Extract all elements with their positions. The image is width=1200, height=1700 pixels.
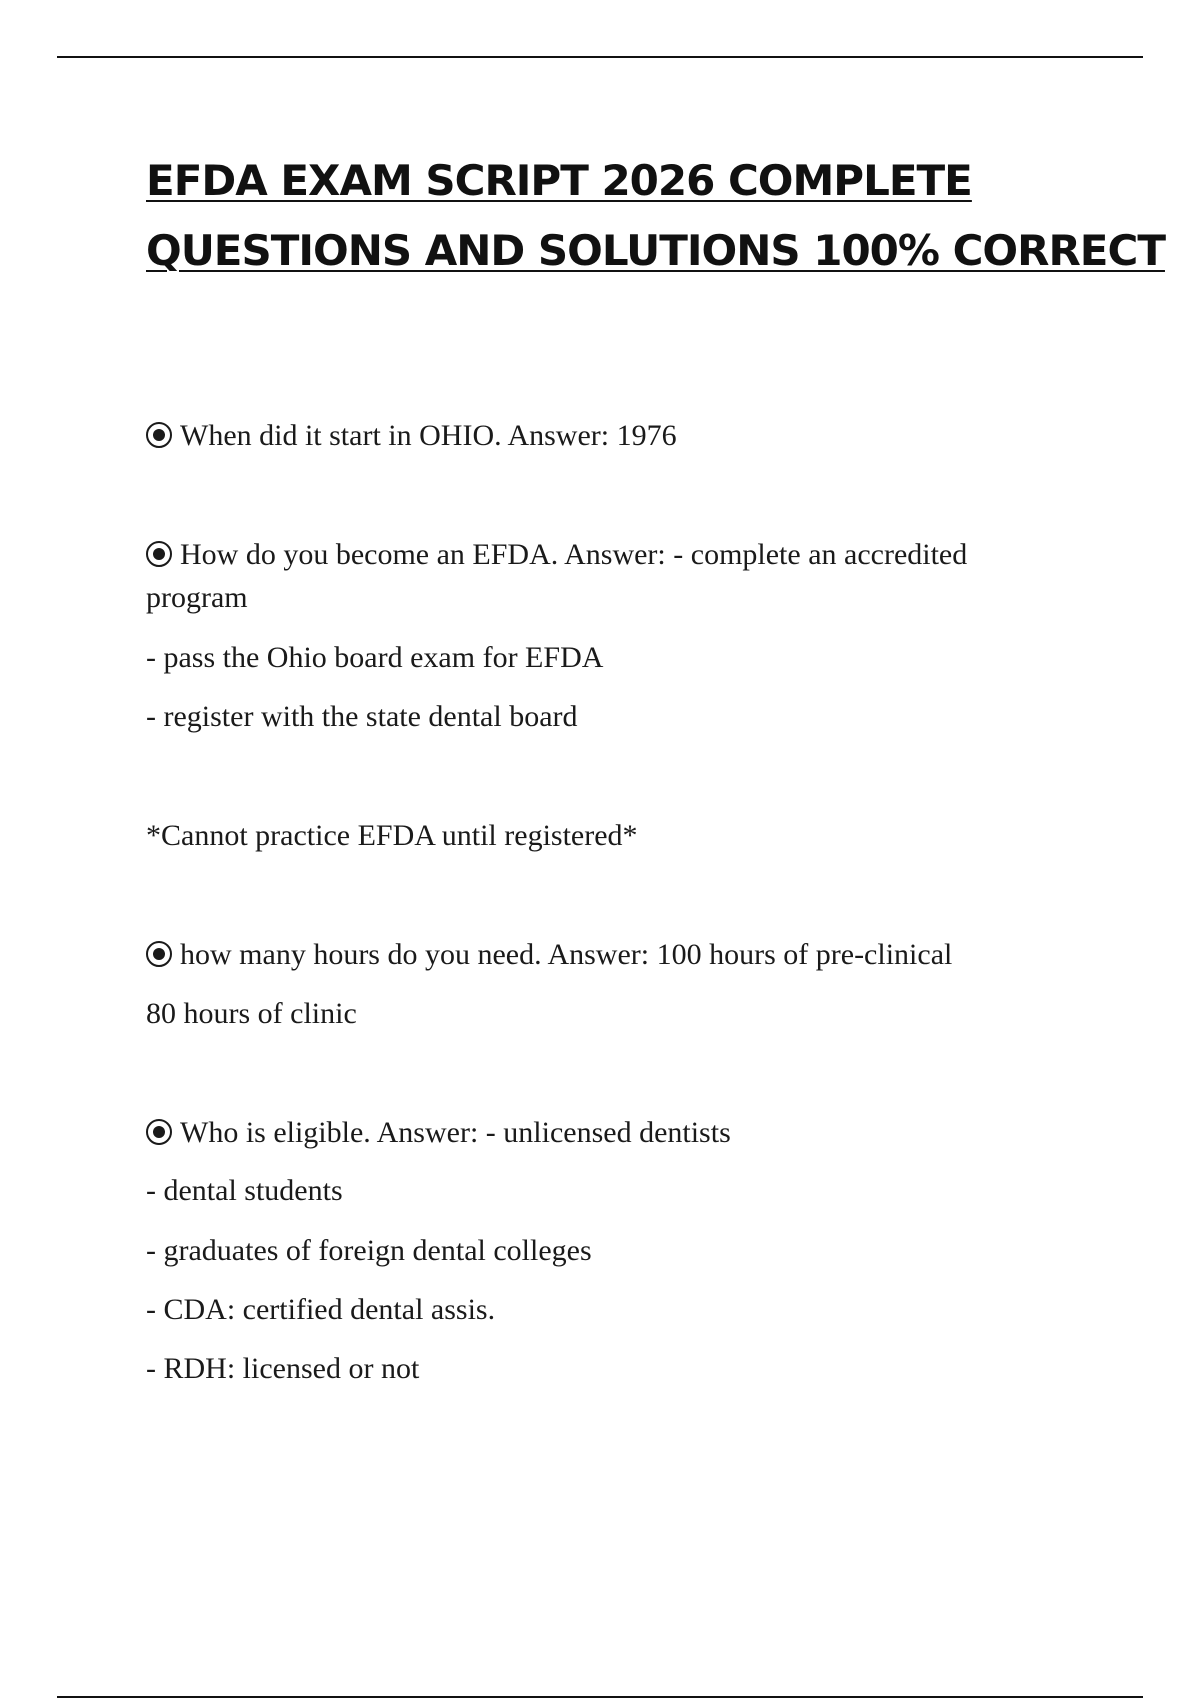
question-text: Who is eligible. Answer: - unlicensed dentists — [180, 1116, 731, 1149]
answer-line: - graduates of foreign dental colleges — [146, 1234, 592, 1267]
radio-bullet-icon — [146, 941, 172, 967]
answer-line: - CDA: certified dental assis. — [146, 1293, 496, 1326]
note-line: *Cannot practice EFDA until registered* — [146, 819, 638, 852]
title-line-2: QUESTIONS AND SOLUTIONS 100% CORRECT — [146, 226, 1165, 275]
qa-item-3 — [146, 937, 952, 973]
answer-line: - pass the Ohio board exam for EFDA — [146, 641, 604, 674]
answer-line: 80 hours of clinic — [146, 997, 357, 1030]
radio-bullet-icon — [146, 541, 172, 567]
answer-line: - register with the state dental board — [146, 700, 578, 733]
answer-line: program — [146, 581, 248, 614]
bottom-rule — [57, 1696, 1143, 1698]
title-line-1: EFDA EXAM SCRIPT 2026 COMPLETE — [146, 156, 972, 205]
question-text: How do you become an EFDA. Answer: - complete an accredited — [180, 538, 968, 571]
qa-item-2 — [146, 537, 967, 573]
answer-line: - RDH: licensed or not — [146, 1352, 420, 1385]
document-title — [146, 146, 1165, 286]
answer-line: - dental students — [146, 1174, 343, 1207]
question-text: When did it start in OHIO. Answer: 1976 — [180, 419, 677, 452]
qa-item-1 — [146, 418, 677, 454]
qa-item-4 — [146, 1115, 731, 1151]
top-rule — [57, 56, 1143, 58]
radio-bullet-icon — [146, 422, 172, 448]
radio-bullet-icon — [146, 1119, 172, 1145]
question-text: how many hours do you need. Answer: 100 hours of pre-clinical — [180, 938, 953, 971]
